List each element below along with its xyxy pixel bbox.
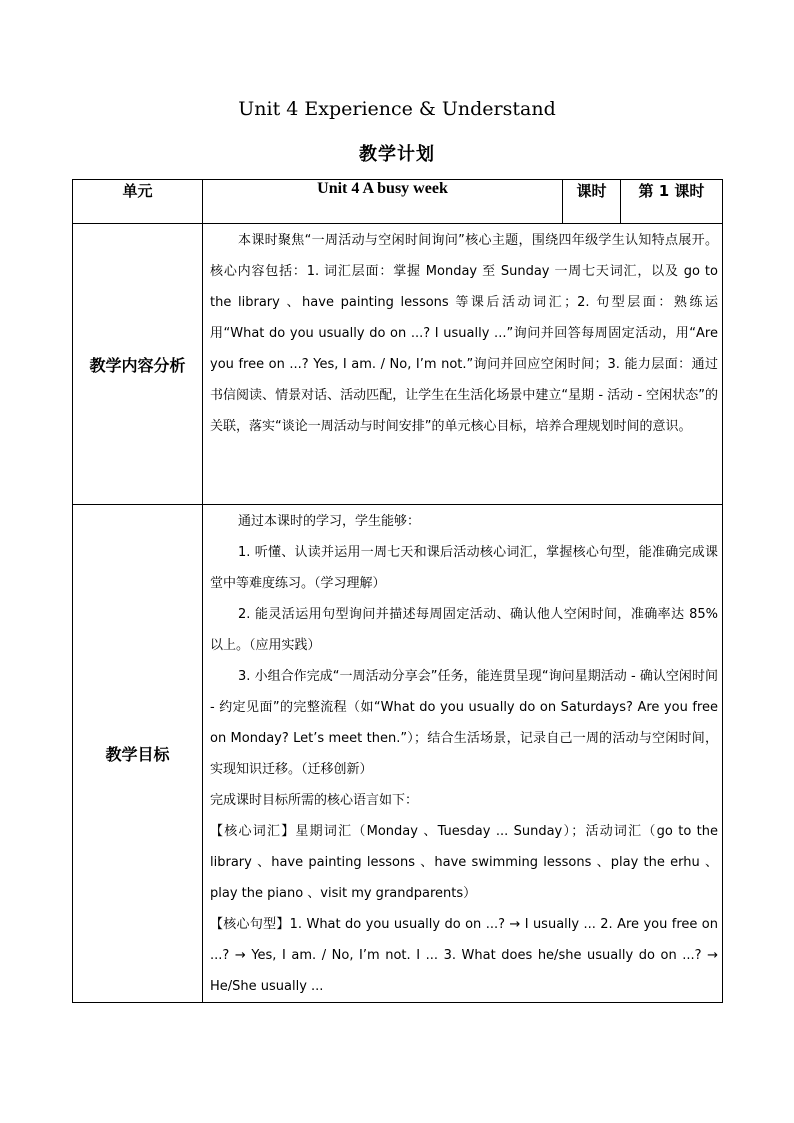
lesson-plan-table: [72, 179, 723, 1003]
unit-label: 单元: [73, 180, 203, 224]
objectives-cell: [203, 505, 723, 1003]
period-value: 第 1 课时: [621, 180, 723, 224]
core-sentences: 【核心句型】1. What do you usually do on ...? → I usually ... 2. Are you free on ...? → Yes, I am. / No, I’m not. I ... 3. What does he/she usually do on ...? → He/She usually ...: [210, 917, 718, 994]
objective-item-2: 2. 能灵活运用句型询问并描述每周固定活动、确认他人空闲时间，准确率达 85% 以上。（应用实践）: [210, 607, 718, 653]
unit-value: Unit 4 A busy week: [203, 180, 563, 224]
objectives-row: [73, 505, 723, 1003]
document-subtitle: 教学计划: [359, 144, 435, 165]
objective-item-3: 3. 小组合作完成“一周活动分享会”任务，能连贯呈现“询问星期活动 - 确认空闲时间 - 约定见面”的完整流程（如“What do you usually do on Saturdays? Are you free on Monday? Let’s meet then.”）；结合生活场景，记录自己一周的活动与空闲时间，实现知识迁移。（迁移创新）: [210, 669, 718, 777]
objectives-intro: 通过本课时的学习，学生能够：: [238, 514, 421, 529]
core-language-intro: 完成课时目标所需的核心语言如下：: [210, 793, 419, 808]
unit-row: [73, 180, 723, 224]
content-analysis-cell: [203, 224, 723, 505]
objective-item-1: 1. 听懂、认读并运用一周七天和课后活动核心词汇，掌握核心句型，能准确完成课堂中等难度练习。（学习理解）: [210, 545, 718, 591]
content-analysis-text: 本课时聚焦“一周活动与空闲时间询问”核心主题，围绕四年级学生认知特点展开。核心内容包括：1. 词汇层面：掌握 Monday 至 Sunday 一周七天词汇，以及 go to the library 、have painting lessons 等课后活动词汇；2. 句型层面：熟练运用“What do you usually do on ...? I usually ...”询问并回答每周固定活动，用“Are you free on ...? Yes, I am. / No, I’m not.”询问并回应空闲时间；3. 能力层面：通过书信阅读、情景对话、活动匹配，让学生在生活化场景中建立“星期 - 活动 - 空闲状态”的关联，落实“谈论一周活动与时间安排”的单元核心目标，培养合理规划时间的意识。: [210, 233, 718, 434]
period-label: 课时: [563, 180, 621, 224]
content-analysis-label: 教学内容分析: [73, 224, 203, 505]
core-vocabulary: 【核心词汇】星期词汇（Monday 、Tuesday ... Sunday）；活动词汇（go to the library 、have painting lessons 、have swimming lessons 、play the erhu 、play the piano 、visit my grandparents）: [210, 824, 718, 901]
objectives-label: 教学目标: [73, 505, 203, 1003]
document-title: Unit 4 Experience & Understand: [238, 98, 556, 120]
content-analysis-row: [73, 224, 723, 505]
